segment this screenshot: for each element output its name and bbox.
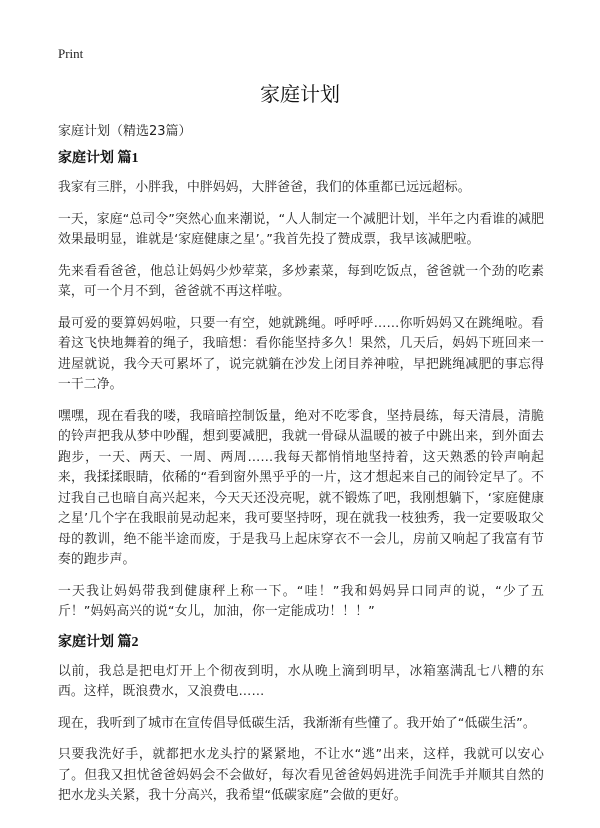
article-body xyxy=(58,150,544,818)
section-2 xyxy=(58,634,544,807)
paragraph: 最可爱的要算妈妈啦，只要一有空，她就跳绳。呼呼呼……你听妈妈又在跳绳啦。看着这飞快地舞着的绳子，我暗想：看你能坚持多久！果然，几天后，妈妈下班回来一进屋就说，我今天可累坏了，说完就躺在沙发上闭目养神啦，早把跳绳减肥的事忘得一干二净。 xyxy=(58,315,544,392)
paragraph: 一天我让妈妈带我到健康秤上称一下。“哇！”我和妈妈异口同声的说，“少了五斤！”妈妈高兴的说“女儿，加油，你一定能成功！！！” xyxy=(58,583,544,619)
paragraph: 先来看看爸爸，他总让妈妈少炒荤菜，多炒素菜，每到吃饭点，爸爸就一个劲的吃素菜，可一个月不到，爸爸就不再这样啦。 xyxy=(58,263,544,299)
paragraph: 只要我洗好手，就都把水龙头拧的紧紧地，不让水“逃”出来，这样，我就可以安心了。但我又担忧爸爸妈妈会不会做好，每次看见爸爸妈妈进洗手间洗手并顺其自然的把水龙头关紧，我十分高兴，我希望“低碳家庭”会做的更好。 xyxy=(58,747,544,803)
paragraph: 我家有三胖，小胖我，中胖妈妈，大胖爸爸，我们的体重都已远远超标。 xyxy=(58,180,471,195)
paragraph: 嘿嘿，现在看我的喽，我暗暗控制饭量，绝对不吃零食，坚持晨练，每天清晨，清脆的铃声把我从梦中吵醒，想到要减肥，我就一骨碌从温暖的被子中跳出来，到外面去跑步，一天、两天、一周、两周……我每天都悄悄地坚持着，这天熟悉的铃声响起来，我揉揉眼睛，依稀的“看到窗外黑乎乎的一片，这才想起来自己的闹铃定早了。不过我自己也暗自高兴起来，今天天还没亮呢，就不锻炼了吧，我刚想躺下，‘家庭健康之星’几个字在我眼前晃动起来，我可要坚持呀，现在就我一枝独秀，我一定要吸取父母的教训，绝不能半途而废，于是我马上起床穿衣不一会儿，房前又响起了我富有节奏的跑步声。 xyxy=(58,408,544,567)
section-heading: 家庭计划 篇2 xyxy=(58,634,139,650)
section-1 xyxy=(58,150,544,623)
paragraph: 以前，我总是把电灯开上个彻夜到明，水从晚上滴到明早，冰箱塞满乱七八糟的东西。这样，既浪费水，又浪费电…… xyxy=(58,663,544,699)
document-subtitle: 家庭计划（精选23篇） xyxy=(58,124,192,139)
paragraph: 现在，我听到了城市在宣传倡导低碳生活，我渐渐有些懂了。我开始了“低碳生活”。 xyxy=(58,715,536,731)
section-heading: 家庭计划 篇1 xyxy=(58,151,139,166)
print-link[interactable]: Print xyxy=(58,46,84,61)
page-title: 家庭计划 xyxy=(260,82,340,106)
paragraph: 一天，家庭“总司令”突然心血来潮说，“人人制定一个减肥计划，半年之内看谁的减肥效果最明显，谁就是‘家庭健康之星’。”我首先投了赞成票，我早该减肥啦。 xyxy=(58,211,544,247)
